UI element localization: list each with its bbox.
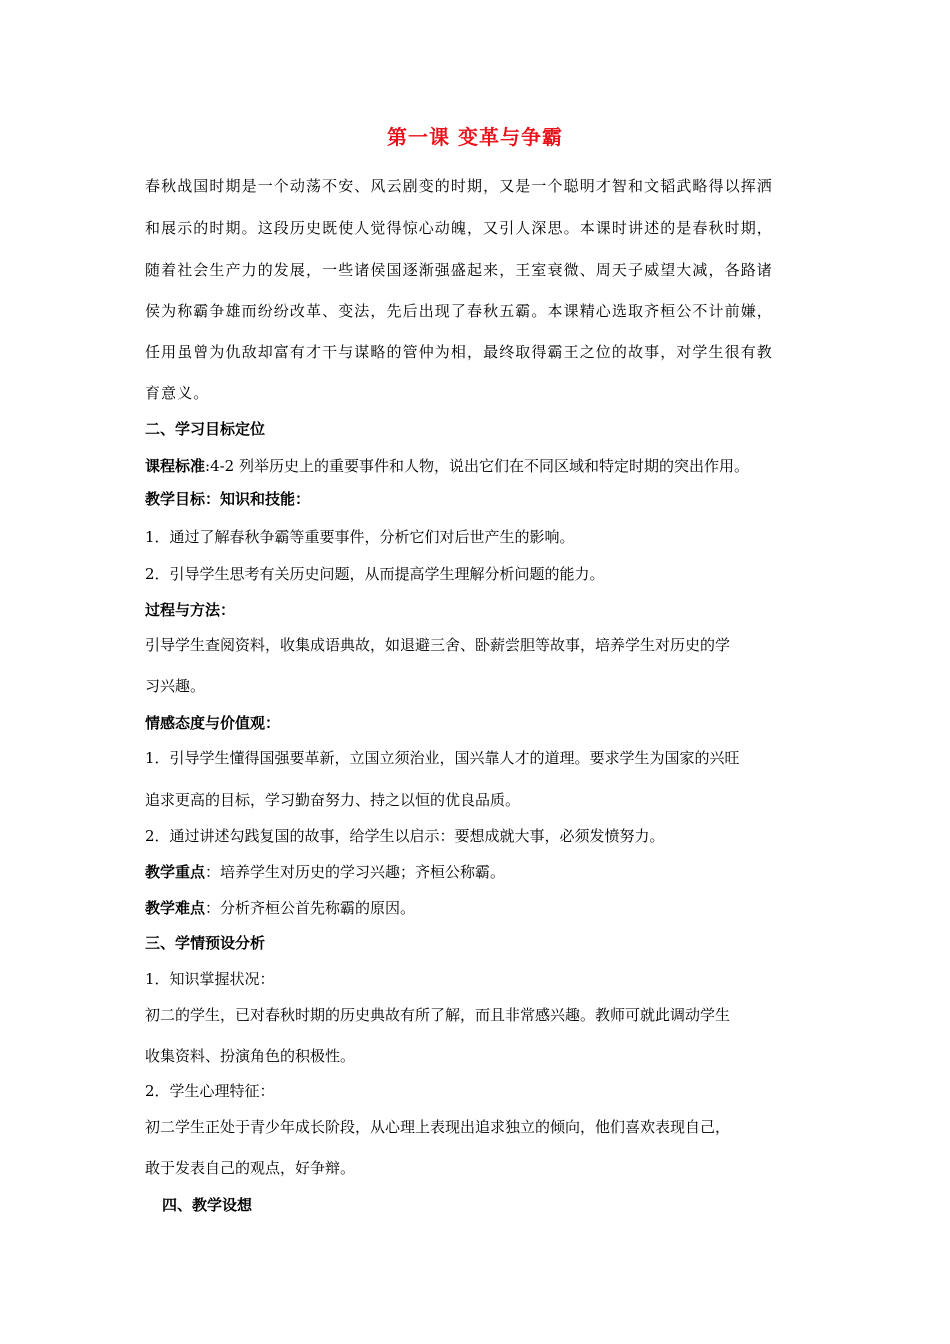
curriculum-standard	[145, 456, 835, 476]
teaching-goal-heading: 教学目标：知识和技能：	[145, 490, 311, 508]
intro-line: 侯为称霸争雄而纷纷改革、变法，先后出现了春秋五霸。本课精心选取齐桓公不计前嫌，	[145, 302, 773, 320]
teaching-difficulty	[145, 898, 835, 918]
knowledge-item: 1．通过了解春秋争霸等重要事件，分析它们对后世产生的影响。	[145, 528, 575, 546]
intro-line: 春秋战国时期是一个动荡不安、风云剧变的时期，又是一个聪明才智和文韬武略得以挥洒	[145, 177, 773, 195]
standard-text: :4-2 列举历史上的重要事件和人物，说出它们在不同区域和特定时期的突出作用。	[205, 457, 749, 475]
difficulty-label: 教学难点	[145, 899, 206, 917]
intro-line: 随着社会生产力的发展，一些诸侯国逐渐强盛起来，王室衰微、周天子威望大减，各路诸	[145, 261, 773, 279]
key-text: ：培养学生对历史的学习兴趣；齐桓公称霸。	[205, 863, 506, 881]
intro-line: 任用虽曾为仇敌却富有才干与谋略的管仲为相，最终取得霸王之位的故事，对学生很有教	[145, 343, 773, 361]
intro-line: 育意义。	[145, 384, 210, 402]
analysis-line: 2．学生心理特征：	[145, 1082, 275, 1100]
analysis-line: 收集资料、扮演角色的积极性。	[145, 1047, 356, 1065]
teaching-key-point	[145, 862, 835, 882]
emotion-line: 2．通过讲述勾践复国的故事，给学生以启示：要想成就大事，必须发愤努力。	[145, 827, 665, 845]
process-line: 习兴趣。	[145, 677, 206, 695]
emotion-line: 1．引导学生懂得国强要革新，立国立须治业，国兴靠人才的道理。要求学生为国家的兴旺	[145, 749, 740, 767]
standard-label: 课程标准	[145, 457, 206, 475]
page-title: 第一课 变革与争霸	[387, 125, 563, 149]
analysis-line: 初二学生正处于青少年成长阶段，从心理上表现出追求独立的倾向，他们喜欢表现自己，	[145, 1118, 731, 1136]
emotion-heading: 情感态度与价值观：	[145, 714, 281, 732]
section-heading-analysis: 三、学情预设分析	[145, 934, 266, 952]
analysis-line: 敢于发表自己的观点，好争辩。	[145, 1159, 356, 1177]
intro-line: 和展示的时期。这段历史既使人觉得惊心动魄，又引人深思。本课时讲述的是春秋时期，	[145, 219, 773, 237]
difficulty-text: ：分析齐桓公首先称霸的原因。	[205, 899, 416, 917]
process-line: 引导学生查阅资料，收集成语典故，如退避三舍、卧薪尝胆等故事，培养学生对历史的学	[145, 636, 731, 654]
process-heading: 过程与方法：	[145, 601, 236, 619]
emotion-line: 追求更高的目标，学习勤奋努力、持之以恒的优良品质。	[145, 791, 521, 809]
analysis-line: 1．知识掌握状况：	[145, 970, 275, 988]
knowledge-item: 2．引导学生思考有关历史问题，从而提高学生理解分析问题的能力。	[145, 565, 605, 583]
section-heading-design: 四、教学设想	[162, 1196, 253, 1214]
section-heading-goals: 二、学习目标定位	[145, 420, 266, 438]
key-label: 教学重点	[145, 863, 206, 881]
analysis-line: 初二的学生，已对春秋时期的历史典故有所了解，而且非常感兴趣。教师可就此调动学生	[145, 1006, 731, 1024]
